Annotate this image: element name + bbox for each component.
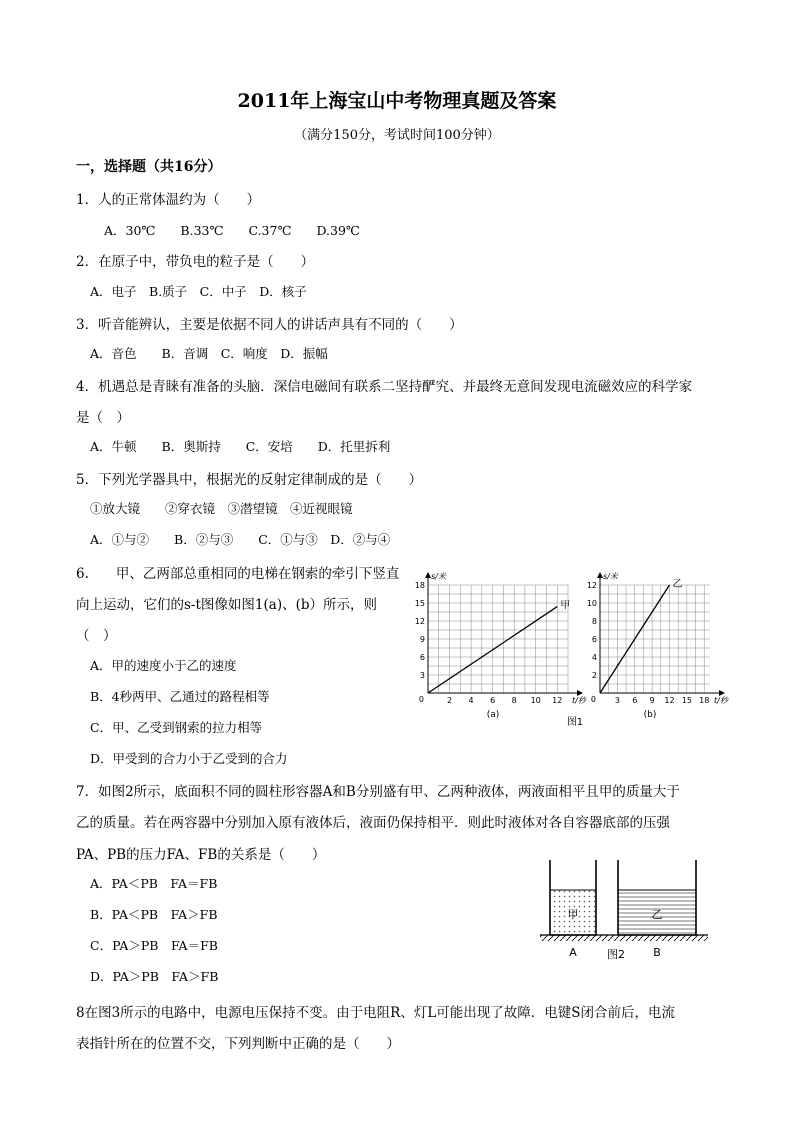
page-title: 2011年上海宝山中考物理真题及答案 xyxy=(237,90,557,112)
q3-options: A．音色 B．音调 C．响度 D．振幅 xyxy=(90,346,328,361)
x-tick-label: 6 xyxy=(490,696,496,705)
q6-option-b: B．4秒两甲、乙通过的路程相等 xyxy=(90,689,270,704)
y-tick-label: 9 xyxy=(419,635,425,644)
q8-stem-line2: 表指针所在的位置不交，下列判断中正确的是（ ） xyxy=(76,1036,400,1052)
y-tick-label: 12 xyxy=(586,581,597,590)
container-a-label: A xyxy=(569,946,577,959)
series-label-b: 乙 xyxy=(672,579,683,590)
x-tick-label: 12 xyxy=(664,696,675,705)
figure-2-caption: 图2 xyxy=(607,948,625,961)
y-axis-label: s/米 xyxy=(431,572,446,581)
x-tick-label: 12 xyxy=(552,696,563,705)
x-tick-label: 18 xyxy=(699,696,710,705)
ground xyxy=(540,935,708,941)
y-tick-label: 6 xyxy=(591,635,597,644)
origin-label: 0 xyxy=(590,695,596,704)
y-tick-label: 18 xyxy=(414,581,425,590)
chart-caption-a: (a) xyxy=(486,710,500,720)
y-tick-label: 10 xyxy=(586,599,597,608)
y-tick-label: 12 xyxy=(414,617,425,626)
q3-stem: 3．听音能辨认，主要是依据不同人的讲话声具有不同的（ ） xyxy=(76,317,463,333)
x-tick-label: 2 xyxy=(446,696,453,705)
q4-stem-line1: 4．机遇总是青睐有准备的头脑．深信电磁间有联系二坚持酽究、并最终无意间发现电流磁效应的科学家 xyxy=(76,379,693,395)
origin-label: 0 xyxy=(418,695,424,704)
x-tick-label: 8 xyxy=(511,696,517,705)
q7-stem-line2: 乙的质量。若在两容器中分别加入原有液体后，液面仍保持相平．则此时液体对各自容器底部的压强 xyxy=(76,815,670,831)
x-tick-label: 10 xyxy=(530,696,541,705)
q7-stem-line3: PA、PB的压力FA、FB的关系是（ ） xyxy=(76,847,326,863)
q6-option-d: D．甲受到的合力小于乙受到的合力 xyxy=(90,751,288,766)
q4-stem-line2: 是（ ） xyxy=(76,410,130,426)
figure-1-st-graphs xyxy=(410,560,728,730)
x-tick-label: 4 xyxy=(468,696,474,705)
q7-stem-line1: 7．如图2所示，底面积不同的圆柱形容器A和B分别盛有甲、乙两种液体，两液面相平且甲的质量大于 xyxy=(76,784,680,800)
x-tick-label: 9 xyxy=(649,696,655,705)
q7-option-d: D．PA＞PB FA＞FB xyxy=(90,969,219,984)
q8-stem-line1: 8在图3所示的电路中，电源电压保持不变。由于电阻R、灯L可能出现了故障．电键S闭合前后，电流 xyxy=(76,1005,676,1021)
q6-stem-line2: 向上运动，它们的s-t图像如图1(a)、(b）所示，则 xyxy=(76,597,377,613)
q5-stem: 5．下列光学器具中，根据光的反射定律制成的是（ ） xyxy=(76,472,423,488)
q6-stem-line3: （ ） xyxy=(76,628,117,644)
y-tick-label: 8 xyxy=(591,617,597,626)
q7-option-c: C．PA＞PB FA＝FB xyxy=(90,938,218,953)
liquid-b-label: 乙 xyxy=(651,908,663,921)
container-b-label: B xyxy=(653,946,661,959)
q1-stem: 1．人的正常体温约为（ ） xyxy=(76,192,261,208)
x-tick-label: 6 xyxy=(632,696,638,705)
figure-2-containers xyxy=(538,855,713,970)
y-tick-label: 2 xyxy=(591,671,597,680)
q4-options: A．牛顿 B．奥斯持 C．安培 D．托里拆利 xyxy=(90,439,391,454)
y-axis-label: s/米 xyxy=(603,572,618,581)
q7-option-b: B．PA＜PB FA＞FB xyxy=(90,907,218,922)
q1-options: A．30℃ B.33℃ C.37℃ D.39℃ xyxy=(104,223,360,238)
chart-caption-b: (b) xyxy=(643,710,657,720)
figure-1-caption: 图1 xyxy=(566,717,584,728)
y-tick-label: 15 xyxy=(414,599,425,608)
y-tick-label: 4 xyxy=(591,653,597,662)
q5-items: ①放大镜 ②穿衣镜 ③潜望镜 ④近视眼镜 xyxy=(90,501,353,516)
series-label-a: 甲 xyxy=(560,600,571,612)
page-subtitle: （满分150分，考试时间100分钟） xyxy=(294,128,500,143)
y-tick-label: 3 xyxy=(419,671,425,680)
q6-option-a: A．甲的速度小于乙的速度 xyxy=(90,658,237,673)
q7-option-a: A．PA＜PB FA＝FB xyxy=(90,876,218,891)
section-heading: 一，选择题（共16分） xyxy=(76,159,222,175)
q6-option-c: C．甲、乙受到钢索的拉力相等 xyxy=(90,720,263,735)
q2-stem: 2．在原子中，带负电的粒子是（ ） xyxy=(76,254,315,270)
liquid-a-label: 甲 xyxy=(567,908,579,921)
x-axis-label: t/秒 xyxy=(572,696,586,705)
x-tick-label: 3 xyxy=(614,696,620,705)
q2-options: A．电子 B.质子 C．中子 D．核子 xyxy=(90,284,307,299)
y-tick-label: 6 xyxy=(419,653,425,662)
x-tick-label: 15 xyxy=(681,696,692,705)
q6-stem-line1: 6. 甲、乙两部总重相同的电梯在钢索的牵引下竖直 xyxy=(76,566,400,582)
q5-options: A．①与② B．②与③ C．①与③ D．②与④ xyxy=(90,532,391,547)
x-axis-label: t/秒 xyxy=(714,696,728,705)
